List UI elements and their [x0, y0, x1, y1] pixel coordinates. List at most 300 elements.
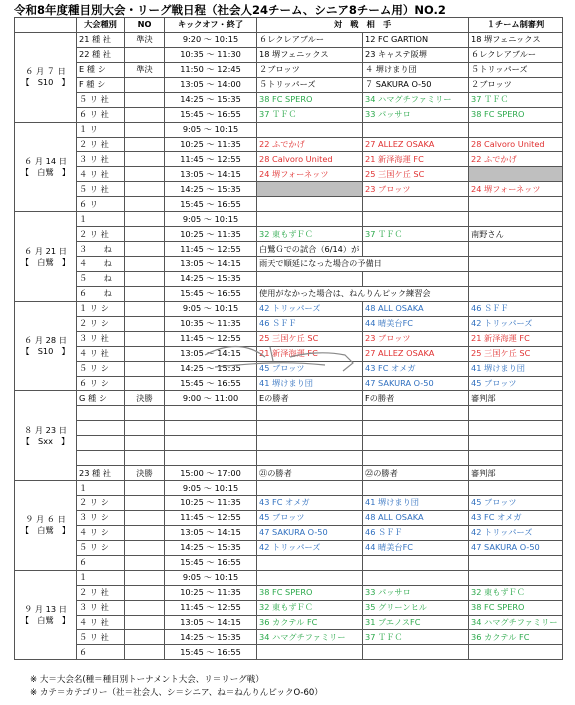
team-b-cell: Fの勝者 — [363, 391, 469, 406]
time-cell: 13:05 ～ 14:15 — [165, 167, 257, 182]
table-row — [15, 481, 563, 496]
no-cell — [125, 77, 165, 92]
team-b-cell: 25 三国ケ丘 SC — [363, 167, 469, 182]
team-b-cell — [363, 122, 469, 137]
kind-cell: ６ リ シ — [77, 376, 125, 391]
referee-cell: 42 トリッパーズ — [469, 316, 563, 331]
time-cell: 15:45 ～ 16:55 — [165, 286, 257, 301]
table-row — [15, 107, 563, 122]
referee-cell: 28 Calvoro United — [469, 137, 563, 152]
no-cell — [125, 107, 165, 122]
referee-cell: 45 ブロッツ — [469, 496, 563, 511]
kind-cell: ６ — [77, 555, 125, 570]
referee-cell: 43 FC オメガ — [469, 510, 563, 525]
venue-label: 【 白鷺 】 — [20, 166, 71, 177]
time-cell: 9:20 ～ 10:15 — [165, 32, 257, 47]
table-row — [15, 257, 563, 272]
team-b-cell — [363, 406, 469, 421]
time-cell: 13:05 ～ 14:15 — [165, 525, 257, 540]
venue-label: 【 S10 】 — [21, 77, 70, 88]
team-b-cell: 23 ブロッツ — [363, 331, 469, 346]
table-row — [15, 555, 563, 570]
no-cell — [125, 361, 165, 376]
team-b-cell: 35 グリーンヒル — [363, 600, 469, 615]
team-b-cell: 37 ＴＦＣ — [363, 630, 469, 645]
note-item: ※ 大＝大会名(種＝種目別トーナメント大会、リ＝リーグ戦） — [30, 675, 264, 685]
table-row — [15, 242, 563, 257]
no-cell — [125, 570, 165, 585]
table-row — [15, 167, 563, 182]
kind-cell — [77, 436, 125, 451]
kind-cell: ５ ね — [77, 271, 125, 286]
kind-cell: １ リ シ — [77, 301, 125, 316]
team-b-cell: ４ 堺けまり団 — [363, 62, 469, 77]
date-cell — [15, 32, 77, 122]
team-b-cell: 46 ＳＦＦ — [363, 525, 469, 540]
no-cell: 準決 — [125, 32, 165, 47]
table-row — [15, 421, 563, 436]
referee-cell: 41 堺けまり団 — [469, 361, 563, 376]
team-a-cell — [257, 197, 363, 212]
team-a-cell: 34 ハマグチファミリー — [257, 630, 363, 645]
no-cell — [125, 525, 165, 540]
table-row — [15, 271, 563, 286]
team-b-cell: 31 プエノスFC — [363, 615, 469, 630]
time-cell — [165, 436, 257, 451]
time-cell: 13:05 ～ 14:15 — [165, 615, 257, 630]
team-b-cell: 34 ハマグチファミリー — [363, 92, 469, 107]
table-row — [15, 77, 563, 92]
table-row — [15, 615, 563, 630]
team-a-cell: 38 FC SPERO — [257, 585, 363, 600]
team-a-cell: 43 FC オメガ — [257, 496, 363, 511]
table-row — [15, 182, 563, 197]
team-a-cell: 22 ふでかげ — [257, 137, 363, 152]
no-cell — [125, 242, 165, 257]
kind-cell: ２ リ 社 — [77, 585, 125, 600]
time-cell: 14:25 ～ 15:35 — [165, 271, 257, 286]
time-cell: 11:45 ～ 12:55 — [165, 331, 257, 346]
team-a-cell: 42 トリッパーズ — [257, 301, 363, 316]
page-title: 令和8年度種目別大会・リーグ戦日程（社会人24チーム、シニア8チーム用）NO.2 — [14, 3, 446, 17]
team-a-cell — [257, 212, 363, 227]
team-a-cell: Eの勝者 — [257, 391, 363, 406]
time-cell: 14:25 ～ 15:35 — [165, 361, 257, 376]
time-cell: 11:45 ～ 12:55 — [165, 242, 257, 257]
time-cell: 10:35 ～ 11:30 — [165, 47, 257, 62]
team-b-cell: 48 ALL OSAKA — [363, 301, 469, 316]
table-row — [15, 466, 563, 481]
no-cell — [125, 436, 165, 451]
kind-cell — [77, 406, 125, 421]
kind-cell: E 種 シ — [77, 62, 125, 77]
no-cell: 決勝 — [125, 466, 165, 481]
no-cell — [125, 540, 165, 555]
header-no: NO — [125, 18, 165, 33]
kind-cell: ２ リ シ — [77, 316, 125, 331]
venue-label: 【 白鷺 】 — [20, 525, 71, 536]
table-row — [15, 525, 563, 540]
venue-label: 【 白鷺 】 — [20, 615, 71, 625]
no-cell — [125, 286, 165, 301]
no-cell — [125, 92, 165, 107]
no-cell — [125, 212, 165, 227]
team-a-cell: ㉑の勝者 — [257, 466, 363, 481]
table-row — [15, 630, 563, 645]
team-a-cell: ６レクレアブルー — [257, 32, 363, 47]
team-b-cell: 47 SAKURA O-50 — [363, 376, 469, 391]
kind-cell: ３ リ 社 — [77, 152, 125, 167]
no-cell — [125, 301, 165, 316]
team-b-cell — [363, 197, 469, 212]
date-label: ６ 月 28 日 — [24, 335, 67, 346]
team-a-cell: 36 カクテル FC — [257, 615, 363, 630]
no-cell — [125, 227, 165, 242]
team-b-cell: 44 晴美台FC — [363, 316, 469, 331]
header-kind: 大会種別 — [77, 18, 125, 33]
no-cell — [125, 555, 165, 570]
table-row — [15, 286, 563, 301]
time-cell: 11:45 ～ 12:55 — [165, 510, 257, 525]
team-b-cell — [363, 436, 469, 451]
time-cell — [165, 451, 257, 466]
referee-cell — [469, 481, 563, 496]
referee-cell: 46 ＳＦＦ — [469, 301, 563, 316]
time-cell: 13:05 ～ 14:15 — [165, 257, 257, 272]
venue-label: 【 S10 】 — [21, 346, 70, 357]
team-b-cell: 44 晴美台FC — [363, 540, 469, 555]
no-cell — [125, 331, 165, 346]
referee-cell — [469, 570, 563, 585]
table-row — [15, 227, 563, 242]
referee-cell — [469, 286, 563, 301]
kind-cell: ３ ね — [77, 242, 125, 257]
date-label: ９ 月 13 日 — [24, 604, 67, 614]
referee-cell — [469, 645, 563, 660]
time-cell: 10:25 ～ 11:35 — [165, 227, 257, 242]
header-match: 対 戦 相 手 — [257, 18, 469, 33]
time-cell — [165, 406, 257, 421]
kind-cell: ４ リ シ — [77, 525, 125, 540]
referee-cell: 18 堺フェニックス — [469, 32, 563, 47]
kind-cell: ５ リ 社 — [77, 630, 125, 645]
table-row — [15, 451, 563, 466]
referee-cell: 38 FC SPERO — [469, 107, 563, 122]
time-cell: 14:25 ～ 15:35 — [165, 92, 257, 107]
no-cell — [125, 182, 165, 197]
team-b-cell — [363, 271, 469, 286]
no-cell — [125, 316, 165, 331]
time-cell: 10:35 ～ 11:35 — [165, 316, 257, 331]
no-cell — [125, 421, 165, 436]
kind-cell: ６ リ — [77, 197, 125, 212]
referee-cell: 審判部 — [469, 466, 563, 481]
team-a-cell: 32 東もずＦＣ — [257, 600, 363, 615]
no-cell — [125, 510, 165, 525]
team-a-cell: 46 ＳＦＦ — [257, 316, 363, 331]
no-cell — [125, 451, 165, 466]
time-cell: 9:05 ～ 10:15 — [165, 301, 257, 316]
team-a-cell — [257, 570, 363, 585]
team-a-cell: 白鷺Ｇでの試合（6/14）が — [257, 242, 363, 257]
kind-cell — [77, 421, 125, 436]
date-cell — [15, 391, 77, 481]
date-cell — [15, 122, 77, 212]
kind-cell: ６ ね — [77, 286, 125, 301]
kind-cell: ３ リ 社 — [77, 331, 125, 346]
date-label: ６ 月 ７ 日 — [25, 66, 66, 77]
no-cell — [125, 406, 165, 421]
team-a-cell: 32 東もずＦＣ — [257, 227, 363, 242]
team-b-cell — [363, 242, 469, 257]
team-b-cell: 12 FC GARTION — [363, 32, 469, 47]
no-cell — [125, 271, 165, 286]
kind-cell: ４ リ 社 — [77, 167, 125, 182]
referee-cell — [469, 451, 563, 466]
venue-label: 【 白鷺 】 — [20, 256, 71, 267]
referee-cell — [469, 257, 563, 272]
team-b-cell — [363, 212, 469, 227]
date-label: ８ 月 23 日 — [24, 424, 67, 435]
team-a-cell: 使用がなかった場合は、ねんりんピック練習会 — [257, 286, 469, 301]
team-a-cell — [257, 182, 363, 197]
referee-cell: ２ブロッツ — [469, 77, 563, 92]
referee-cell: 45 ブロッツ — [469, 376, 563, 391]
team-b-cell — [363, 481, 469, 496]
team-a-cell: 47 SAKURA O-50 — [257, 525, 363, 540]
team-b-cell: 48 ALL OSAKA — [363, 510, 469, 525]
table-row — [15, 212, 563, 227]
time-cell: 11:45 ～ 12:55 — [165, 152, 257, 167]
table-row — [15, 47, 563, 62]
table-row — [15, 62, 563, 77]
table-row — [15, 645, 563, 660]
table-row — [15, 152, 563, 167]
no-cell — [125, 137, 165, 152]
table-row — [15, 570, 563, 585]
team-b-cell: 33 パッサロ — [363, 585, 469, 600]
date-label: ９ 月 ６ 日 — [25, 514, 66, 525]
team-b-cell: 23 ブロッツ — [363, 182, 469, 197]
time-cell: 9:05 ～ 10:15 — [165, 122, 257, 137]
header-time: キックオフ・終了 — [165, 18, 257, 33]
no-cell — [125, 167, 165, 182]
table-row — [15, 197, 563, 212]
time-cell: 10:25 ～ 11:35 — [165, 585, 257, 600]
kind-cell: 21 種 社 — [77, 32, 125, 47]
team-a-cell: 41 堺けまり団 — [257, 376, 363, 391]
team-a-cell: ５トリッパーズ — [257, 77, 363, 92]
time-cell: 15:00 ～ 17:00 — [165, 466, 257, 481]
team-a-cell — [257, 451, 363, 466]
referee-cell: ６レクレアブルー — [469, 47, 563, 62]
referee-cell: 47 SAKURA O-50 — [469, 540, 563, 555]
team-a-cell: ２ブロッツ — [257, 62, 363, 77]
referee-cell — [469, 167, 563, 182]
kind-cell: ３ リ 社 — [77, 600, 125, 615]
referee-cell — [469, 271, 563, 286]
team-a-cell — [257, 421, 363, 436]
team-b-cell: 21 新泽海運 FC — [363, 152, 469, 167]
kind-cell: １ — [77, 570, 125, 585]
kind-cell: １ — [77, 481, 125, 496]
date-cell — [15, 570, 77, 660]
team-a-cell: 42 トリッパーズ — [257, 540, 363, 555]
date-cell — [15, 212, 77, 302]
date-label: ６ 月 21 日 — [24, 245, 67, 256]
referee-cell: 34 ハマグチファミリー — [469, 615, 563, 630]
referee-cell: 24 堺フォーネッツ — [469, 182, 563, 197]
date-cell — [15, 301, 77, 391]
team-b-cell — [363, 421, 469, 436]
referee-cell: 南野さん — [469, 227, 563, 242]
no-cell — [125, 585, 165, 600]
no-cell — [125, 630, 165, 645]
referee-cell: 42 トリッパーズ — [469, 525, 563, 540]
team-b-cell — [363, 645, 469, 660]
time-cell: 9:05 ～ 10:15 — [165, 481, 257, 496]
time-cell: 9:00 ～ 11:00 — [165, 391, 257, 406]
kind-cell: １ リ — [77, 122, 125, 137]
no-cell — [125, 152, 165, 167]
no-cell — [125, 600, 165, 615]
no-cell — [125, 496, 165, 511]
time-cell: 15:45 ～ 16:55 — [165, 107, 257, 122]
table-row — [15, 436, 563, 451]
team-a-cell: 25 三国ケ丘 SC — [257, 331, 363, 346]
team-b-cell: 27 ALLEZ OSAKA — [363, 346, 469, 361]
team-a-cell — [257, 406, 363, 421]
time-cell: 11:50 ～ 12:45 — [165, 62, 257, 77]
referee-cell: 25 三国ケ丘 SC — [469, 346, 563, 361]
kind-cell: ２ リ シ — [77, 496, 125, 511]
team-b-cell: 33 パッサロ — [363, 107, 469, 122]
time-cell: 11:45 ～ 12:55 — [165, 600, 257, 615]
referee-cell: 審判部 — [469, 391, 563, 406]
time-cell: 13:05 ～ 14:15 — [165, 346, 257, 361]
team-a-cell: 45 ブロッツ — [257, 361, 363, 376]
time-cell: 15:45 ～ 16:55 — [165, 376, 257, 391]
team-a-cell: 24 堺フォーネッツ — [257, 167, 363, 182]
time-cell: 15:45 ～ 16:55 — [165, 197, 257, 212]
team-b-cell — [363, 555, 469, 570]
kind-cell: G 種 シ — [77, 391, 125, 406]
date-label: ６ 月 14 日 — [24, 155, 67, 166]
kind-cell: F 種 シ — [77, 77, 125, 92]
referee-cell: 36 カクテル FC — [469, 630, 563, 645]
kind-cell: ５ リ 社 — [77, 92, 125, 107]
team-a-cell: 38 FC SPERO — [257, 92, 363, 107]
no-cell — [125, 197, 165, 212]
table-row — [15, 540, 563, 555]
team-a-cell — [257, 271, 363, 286]
time-cell: 14:25 ～ 15:35 — [165, 182, 257, 197]
no-cell — [125, 481, 165, 496]
table-row — [15, 122, 563, 137]
kind-cell: ６ リ 社 — [77, 107, 125, 122]
referee-cell: 32 東もずＦＣ — [469, 585, 563, 600]
team-a-cell: 28 Calvoro United — [257, 152, 363, 167]
team-a-cell: 21 新泽海運 FC — [257, 346, 363, 361]
no-cell — [125, 346, 165, 361]
time-cell: 9:05 ～ 10:15 — [165, 570, 257, 585]
table-row — [15, 301, 563, 316]
kind-cell: ４ リ 社 — [77, 346, 125, 361]
team-b-cell: 41 堺けまり団 — [363, 496, 469, 511]
referee-cell: 37 ＴＦＣ — [469, 92, 563, 107]
table-row — [15, 585, 563, 600]
team-a-cell: 45 ブロッツ — [257, 510, 363, 525]
referee-cell — [469, 436, 563, 451]
kind-cell: ３ リ シ — [77, 510, 125, 525]
time-cell — [165, 421, 257, 436]
header-date — [15, 18, 77, 33]
team-a-cell — [257, 481, 363, 496]
referee-cell: ５トリッパーズ — [469, 62, 563, 77]
referee-cell — [469, 242, 563, 257]
referee-cell — [469, 197, 563, 212]
no-cell: 決勝 — [125, 391, 165, 406]
referee-cell — [469, 421, 563, 436]
no-cell — [125, 376, 165, 391]
date-cell — [15, 481, 77, 571]
time-cell: 15:45 ～ 16:55 — [165, 555, 257, 570]
referee-cell — [469, 122, 563, 137]
team-b-cell: ㉒の勝者 — [363, 466, 469, 481]
time-cell: 9:05 ～ 10:15 — [165, 212, 257, 227]
kind-cell: ４ ね — [77, 257, 125, 272]
no-cell — [125, 645, 165, 660]
referee-cell — [469, 212, 563, 227]
no-cell: 準決 — [125, 62, 165, 77]
team-a-cell — [257, 555, 363, 570]
team-b-cell: 43 FC オメガ — [363, 361, 469, 376]
table-row — [15, 510, 563, 525]
time-cell: 14:25 ～ 15:35 — [165, 540, 257, 555]
table-row — [15, 391, 563, 406]
team-b-cell — [363, 451, 469, 466]
kind-cell: 22 種 社 — [77, 47, 125, 62]
no-cell — [125, 615, 165, 630]
kind-cell: ５ リ シ — [77, 540, 125, 555]
team-a-cell: 37 ＴＦＣ — [257, 107, 363, 122]
kind-cell: ５ リ 社 — [77, 182, 125, 197]
time-cell: 14:25 ～ 15:35 — [165, 630, 257, 645]
team-b-cell: 37 ＴＦＣ — [363, 227, 469, 242]
kind-cell: ６ — [77, 645, 125, 660]
kind-cell: ４ リ 社 — [77, 615, 125, 630]
table-row — [15, 496, 563, 511]
notes — [30, 674, 323, 700]
kind-cell — [77, 451, 125, 466]
time-cell: 13:05 ～ 14:00 — [165, 77, 257, 92]
note-item: ※ カテ＝カテゴリー（社＝社会人、シ＝シニア、ね＝ねんりんピックO-60） — [30, 688, 323, 698]
table-row — [15, 137, 563, 152]
referee-cell: 22 ふでかげ — [469, 152, 563, 167]
team-a-cell: 雨天で順延になった場合の予備日 — [257, 257, 469, 272]
team-b-cell: 27 ALLEZ OSAKA — [363, 137, 469, 152]
kind-cell: ５ リ シ — [77, 361, 125, 376]
team-b-cell: ７ SAKURA O-50 — [363, 77, 469, 92]
table-row — [15, 92, 563, 107]
team-b-cell: 23 キャステ阪堺 — [363, 47, 469, 62]
kind-cell: ２ リ 社 — [77, 227, 125, 242]
kind-cell: ２ リ 社 — [77, 137, 125, 152]
team-a-cell: 18 堺フェニックス — [257, 47, 363, 62]
table-header-row — [15, 18, 563, 33]
referee-cell: 21 新泽海運 FC — [469, 331, 563, 346]
referee-cell — [469, 555, 563, 570]
